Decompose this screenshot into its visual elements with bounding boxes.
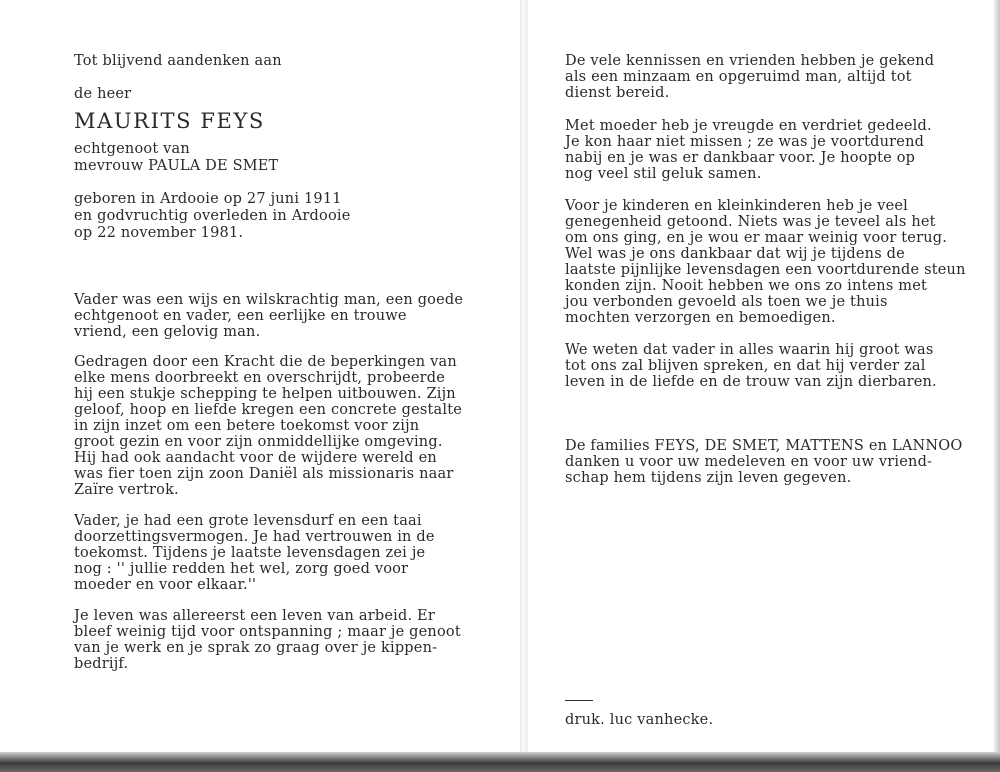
text-line: schap hem tijdens zijn leven gegeven. xyxy=(565,470,852,486)
scan-edge-bottom xyxy=(0,752,1000,772)
text-line: Met moeder heb je vreugde en verdriet gedeeld. xyxy=(565,118,932,134)
text-line: bedrijf. xyxy=(74,656,129,672)
text-line: echtgenoot en vader, een eerlijke en trouwe xyxy=(74,308,407,324)
text-line: leven in de liefde en de trouw van zijn dierbaren. xyxy=(565,374,937,390)
text-line: Je leven was allereerst een leven van arbeid. Er xyxy=(74,608,435,624)
printer-credit: druk. luc vanhecke. xyxy=(565,712,714,728)
text-line: groot gezin en voor zijn onmiddellijke omgeving. xyxy=(74,434,443,450)
scan-edge-right xyxy=(994,0,1000,760)
printer-divider xyxy=(565,700,593,701)
text-line: jou verbonden gevoeld als toen we je thuis xyxy=(565,294,888,310)
text-line: doorzettingsvermogen. Je had vertrouwen in de xyxy=(74,529,435,545)
death-line: en godvruchtig overleden in Ardooie xyxy=(74,208,351,224)
text-line: danken u voor uw medeleven en voor uw vriend- xyxy=(565,454,933,470)
text-line: nog veel stil geluk samen. xyxy=(565,166,762,182)
text-line: Wel was je ons dankbaar dat wij je tijdens de xyxy=(565,246,905,262)
deceased-name: MAURITS FEYS xyxy=(74,109,265,133)
left-paragraph-4 xyxy=(74,608,484,672)
left-paragraph-2 xyxy=(74,354,484,498)
text-line: mochten verzorgen en bemoedigen. xyxy=(565,310,836,326)
spouse-line-1: echtgenoot van xyxy=(74,141,190,157)
text-line: Gedragen door een Kracht die de beperkingen van xyxy=(74,354,457,370)
text-line: elke mens doorbreekt en overschrijdt, probeerde xyxy=(74,370,446,386)
spouse-line-2: mevrouw PAULA DE SMET xyxy=(74,158,279,174)
text-line: vriend, een gelovig man. xyxy=(74,324,261,340)
text-line: was fier toen zijn zoon Daniël als missionaris naar xyxy=(74,466,454,482)
text-line: geloof, hoop en liefde kregen een concrete gestalte xyxy=(74,402,463,418)
text-line: Hij had ook aandacht voor de wijdere wereld en xyxy=(74,450,437,466)
text-line: in zijn inzet om een betere toekomst voor zijn xyxy=(74,418,420,434)
text-line: Je kon haar niet missen ; ze was je voortdurend xyxy=(565,134,925,150)
text-line: om ons ging, en je wou er maar weinig voor terug. xyxy=(565,230,948,246)
text-line: laatste pijnlijke levensdagen een voortdurende steun xyxy=(565,262,966,278)
text-line: toekomst. Tijdens je laatste levensdagen zei je xyxy=(74,545,426,561)
text-line: genegenheid getoond. Niets was je teveel als het xyxy=(565,214,936,230)
intro-text: Tot blijvend aandenken aan xyxy=(74,53,282,69)
text-line: tot ons zal blijven spreken, en dat hij verder zal xyxy=(565,358,926,374)
death-date: op 22 november 1981. xyxy=(74,225,244,241)
right-paragraph-3 xyxy=(565,198,980,326)
left-paragraph-3 xyxy=(74,513,484,593)
text-line: dienst bereid. xyxy=(565,85,670,101)
birth-line: geboren in Ardooie op 27 juni 1911 xyxy=(74,191,342,207)
page-fold xyxy=(520,0,528,760)
text-line: Voor je kinderen en kleinkinderen heb je veel xyxy=(565,198,908,214)
text-line: van je werk en je sprak zo graag over je kippen- xyxy=(74,640,438,656)
right-paragraph-1 xyxy=(565,53,980,101)
text-line: nog : '' jullie redden het wel, zorg goed voor xyxy=(74,561,409,577)
text-line: De families FEYS, DE SMET, MATTENS en LANNOO xyxy=(565,438,963,454)
text-line: De vele kennissen en vrienden hebben je gekend xyxy=(565,53,935,69)
text-line: Vader was een wijs en wilskrachtig man, een goede xyxy=(74,292,464,308)
text-line: Zaïre vertrok. xyxy=(74,482,179,498)
text-line: We weten dat vader in alles waarin hij groot was xyxy=(565,342,934,358)
text-line: als een minzaam en opgeruimd man, altijd tot xyxy=(565,69,912,85)
text-line: hij een stukje schepping te helpen uitbouwen. Zijn xyxy=(74,386,456,402)
left-paragraph-1 xyxy=(74,292,484,340)
text-line: Vader, je had een grote levensdurf en een taai xyxy=(74,513,422,529)
text-line: bleef weinig tijd voor ontspanning ; maar je genoot xyxy=(74,624,461,640)
thanks-paragraph xyxy=(565,438,980,486)
text-line: nabij en je was er dankbaar voor. Je hoopte op xyxy=(565,150,916,166)
text-line: konden zijn. Nooit hebben we ons zo intens met xyxy=(565,278,928,294)
text-line: moeder en voor elkaar.'' xyxy=(74,577,257,593)
right-paragraph-4 xyxy=(565,342,980,390)
right-paragraph-2 xyxy=(565,118,980,182)
title-text: de heer xyxy=(74,86,132,102)
